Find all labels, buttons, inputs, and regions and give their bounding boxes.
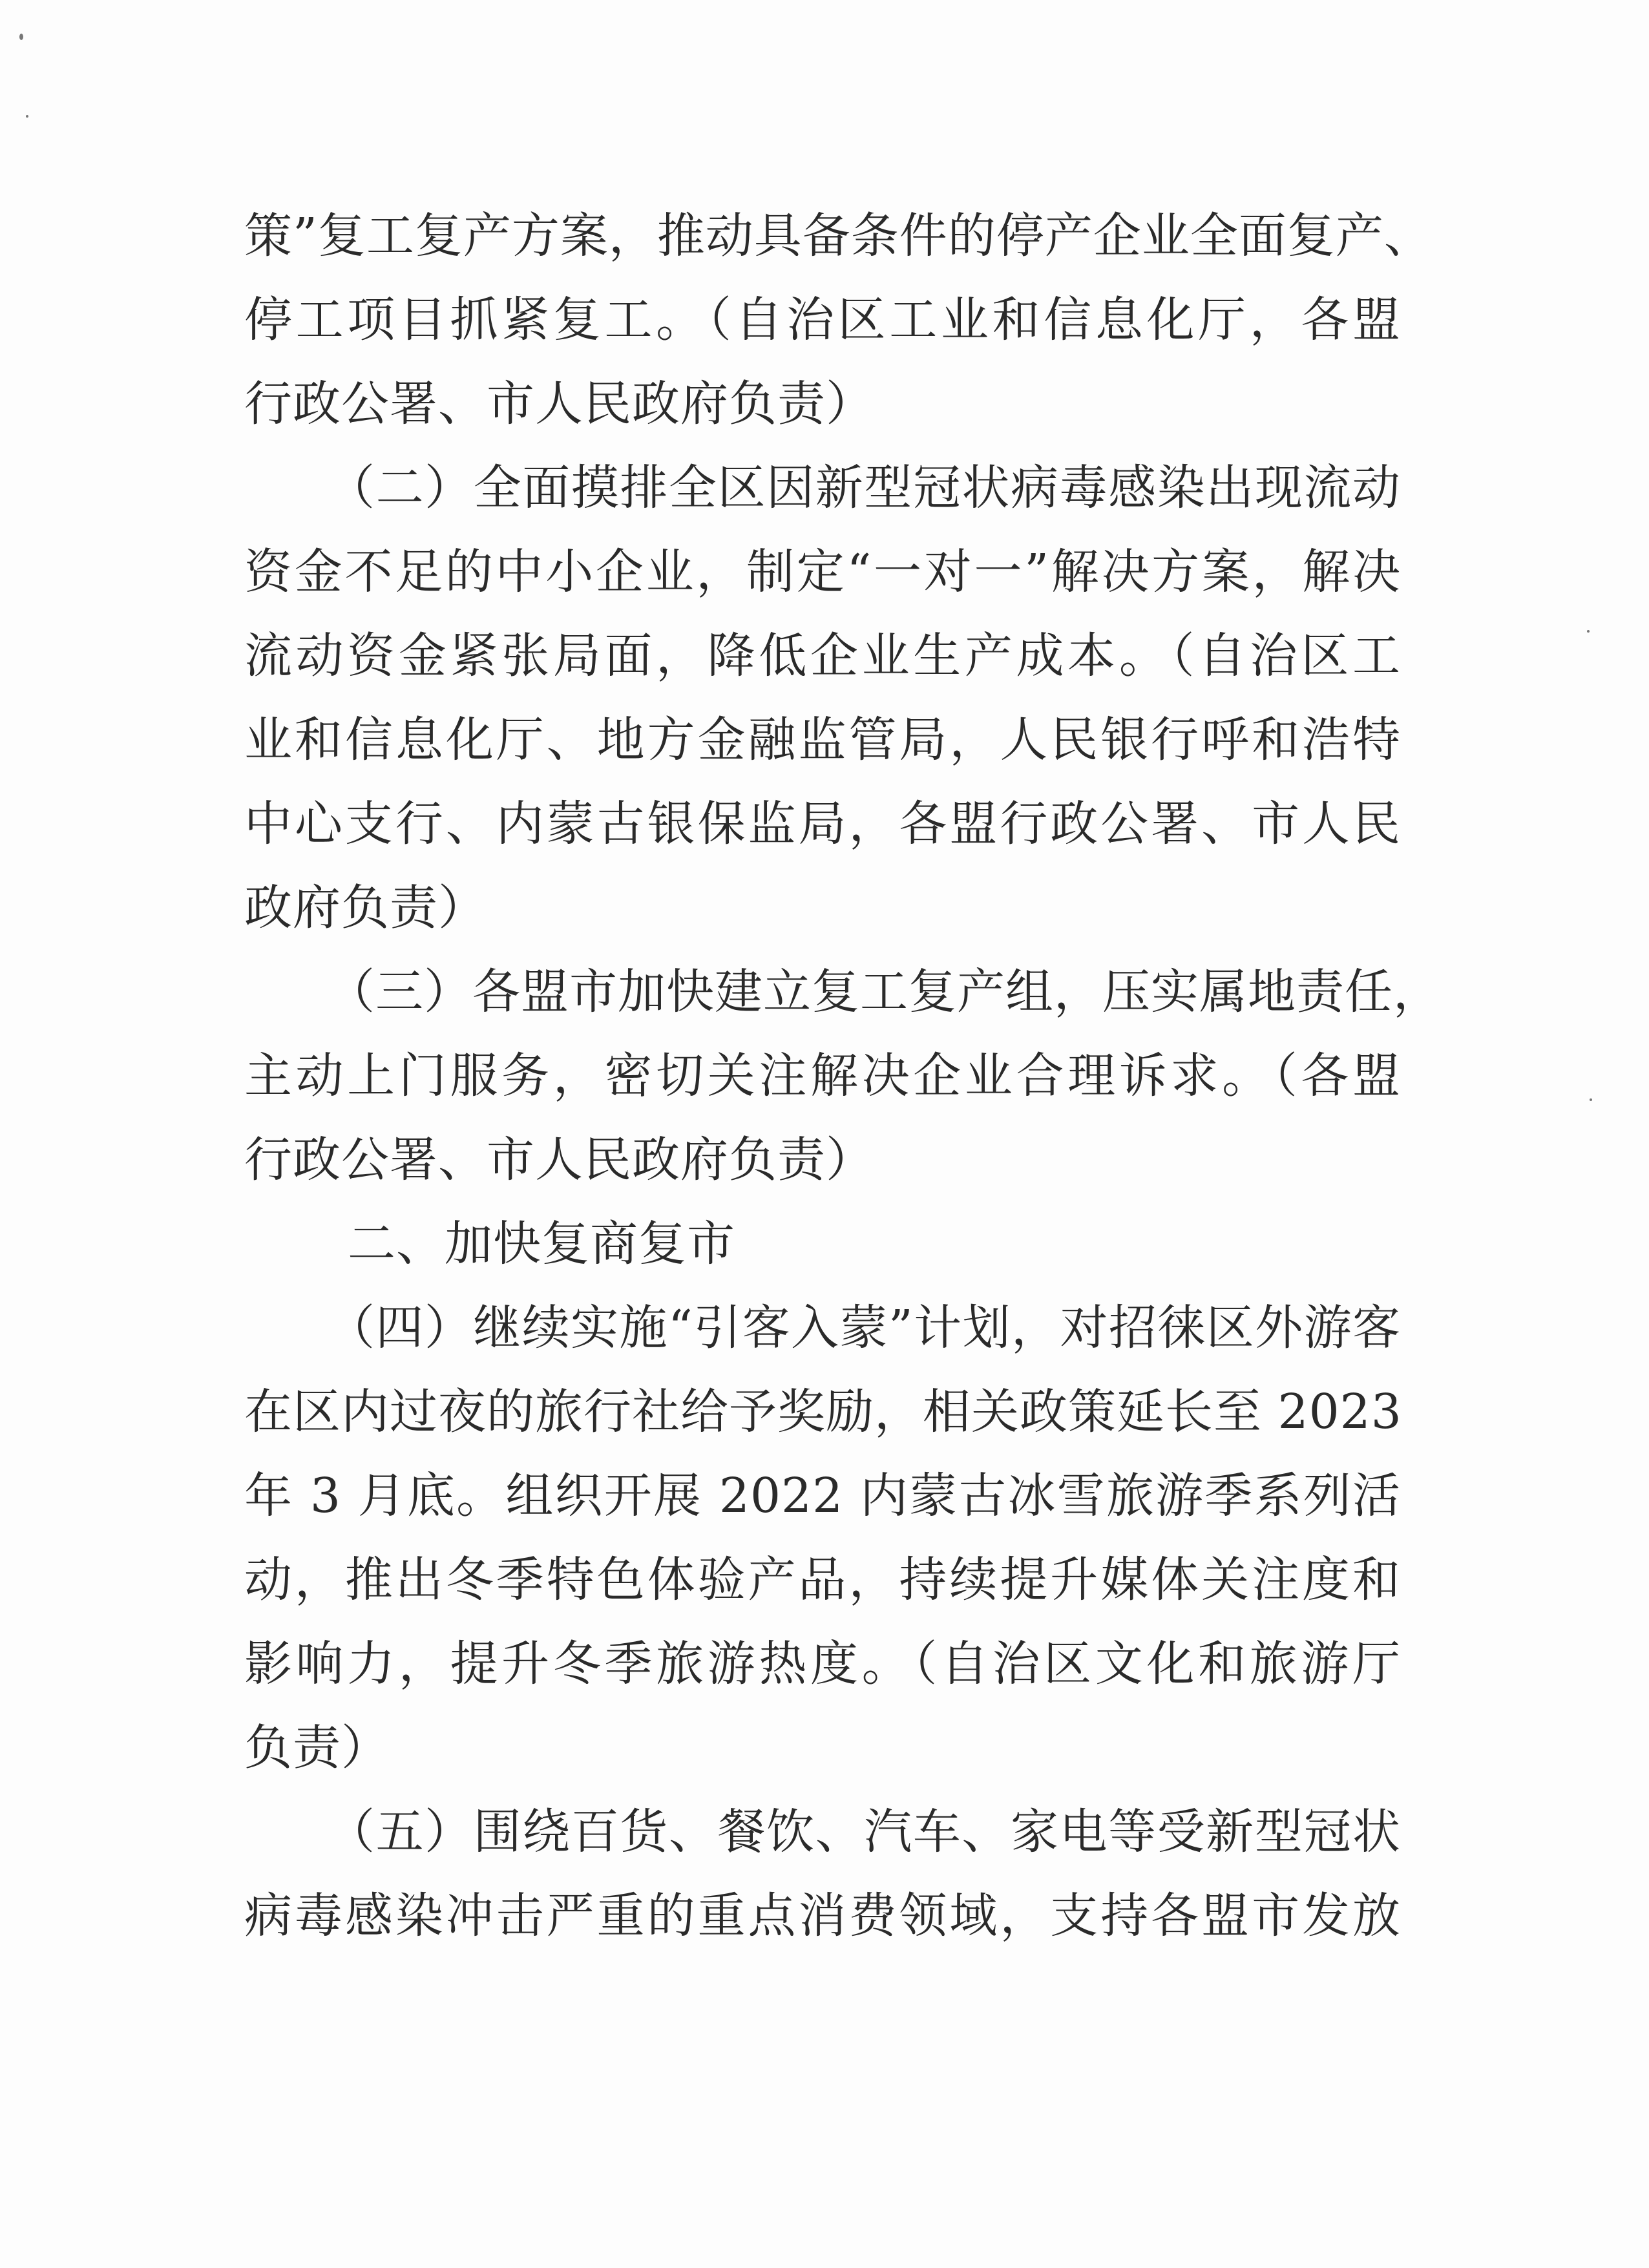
text-line: 策”复工复产方案，推动具备条件的停产企业全面复产、 bbox=[244, 208, 1433, 264]
text-line: 行政公署、市人民政府负责） bbox=[244, 376, 874, 432]
scan-speck bbox=[1590, 1098, 1592, 1101]
text-line: 动，推出冬季特色体验产品，持续提升媒体关注度和 bbox=[244, 1552, 1401, 1608]
text-line: 行政公署、市人民政府负责） bbox=[244, 1132, 874, 1188]
text-line: 政府负责） bbox=[244, 880, 487, 936]
paragraph-start-line: （四）继续实施“引客入蒙”计划，对招徕区外游客 bbox=[327, 1300, 1401, 1356]
text-line: 资金不足的中小企业，制定“一对一”解决方案，解决 bbox=[244, 544, 1401, 600]
text-line: 负责） bbox=[244, 1720, 390, 1776]
section-heading: 二、加快复商复市 bbox=[348, 1216, 735, 1272]
text-line: 业和信息化厅、地方金融监管局，人民银行呼和浩特 bbox=[244, 712, 1401, 768]
paragraph-start-line: （三）各盟市加快建立复工复产组，压实属地责任， bbox=[327, 964, 1442, 1020]
document-body bbox=[244, 194, 1442, 1958]
paragraph-start-line: （二）全面摸排全区因新型冠状病毒感染出现流动 bbox=[327, 460, 1401, 516]
text-line: 在区内过夜的旅行社给予奖励，相关政策延长至 2023 bbox=[244, 1384, 1402, 1440]
text-line: 病毒感染冲击严重的重点消费领域，支持各盟市发放 bbox=[244, 1888, 1401, 1944]
text-line: 年 3 月底。组织开展 2022 内蒙古冰雪旅游季系列活 bbox=[244, 1468, 1401, 1524]
text-line: 中心支行、内蒙古银保监局，各盟行政公署、市人民 bbox=[244, 796, 1401, 852]
text-line: 流动资金紧张局面，降低企业生产成本。（自治区工 bbox=[244, 628, 1401, 684]
text-line: 停工项目抓紧复工。（自治区工业和信息化厅，各盟 bbox=[244, 292, 1401, 348]
scan-speck bbox=[1587, 630, 1590, 633]
text-line: 主动上门服务，密切关注解决企业合理诉求。（各盟 bbox=[244, 1048, 1401, 1104]
scan-speck bbox=[19, 34, 23, 40]
paragraph-start-line: （五）围绕百货、餐饮、汽车、家电等受新型冠状 bbox=[327, 1804, 1401, 1860]
scan-speck bbox=[26, 115, 28, 118]
text-line: 影响力，提升冬季旅游热度。（自治区文化和旅游厅 bbox=[244, 1636, 1401, 1692]
